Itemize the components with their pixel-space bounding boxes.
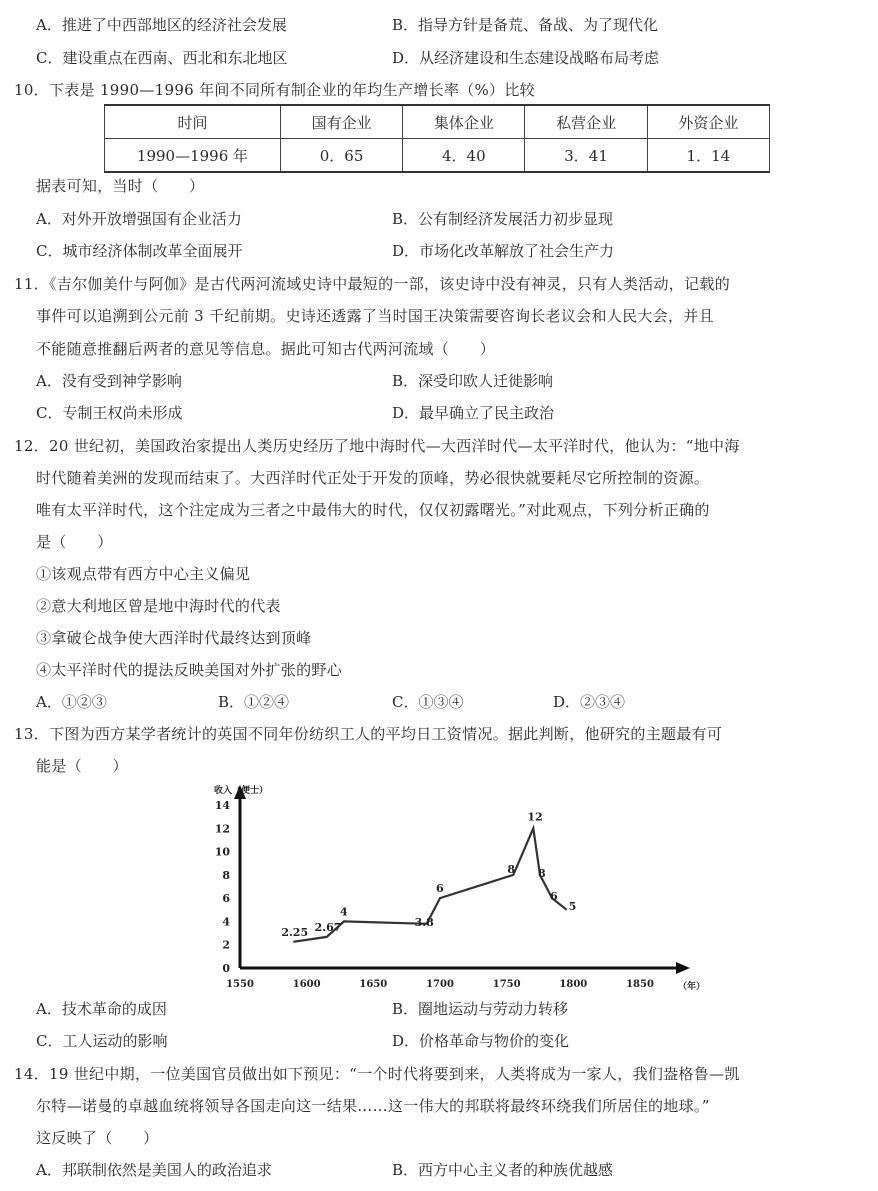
- q12-statement-1: ①该观点带有西方中心主义偏见: [36, 565, 251, 583]
- q10-option-a: A．对外开放增强国有企业活力: [36, 210, 242, 228]
- q10-option-b: B．公有制经济发展活力初步显现: [392, 210, 614, 228]
- svg-text:收入（便士）: 收入（便士）: [214, 786, 269, 796]
- q12-statement-4: ④太平洋时代的提法反映美国对外扩张的野心: [36, 661, 343, 679]
- q12-option-a: A．①②③: [36, 693, 107, 711]
- svg-text:1850: 1850: [626, 979, 654, 990]
- q11-option-b: B．深受印欧人迁徙影响: [392, 372, 554, 390]
- q12-stem-line2: 时代随着美洲的发现而结束了。大西洋时代正处于开发的顶峰，势必很快就要耗尽它所控制的资源。: [36, 469, 710, 487]
- table-cell: 4．40: [403, 139, 525, 173]
- table-header-cell: 时间: [105, 105, 281, 139]
- svg-text:5: 5: [568, 899, 577, 913]
- q12-stem-line3: 唯有太平洋时代，这个注定成为三者之中最伟大的时代，仅仅初露曙光。”对此观点，下列分析正确的: [36, 501, 710, 519]
- table-header-cell: 外资企业: [647, 105, 769, 139]
- q12-stem-line4: 是（ ）: [36, 533, 113, 551]
- q10-growth-table: [104, 104, 770, 173]
- q9-option-d: D．从经济建设和生态建设战略布局考虑: [392, 49, 660, 67]
- svg-text:1800: 1800: [559, 979, 588, 990]
- x-tick-labels: [226, 979, 654, 990]
- q14-option-b: B．西方中心主义者的种族优越感: [392, 1161, 614, 1179]
- svg-text:3.8: 3.8: [414, 915, 434, 929]
- q10-option-d: D．市场化改革解放了社会生产力: [392, 242, 615, 260]
- q9-option-a: A．推进了中西部地区的经济社会发展: [36, 16, 287, 34]
- table-row: [105, 139, 770, 173]
- svg-text:2.67: 2.67: [314, 920, 342, 934]
- table-cell: 0．65: [280, 139, 402, 173]
- q11-stem-line1: 11．《吉尔伽美什与阿伽》是古代两河流域史诗中最短的一部，该史诗中没有神灵，只有人类活动，记载的: [14, 275, 730, 293]
- svg-text:8: 8: [222, 868, 230, 882]
- svg-text:10: 10: [214, 845, 230, 859]
- svg-text:12: 12: [527, 810, 543, 824]
- svg-text:1550: 1550: [226, 979, 254, 990]
- q11-option-c: C．专制王权尚未形成: [36, 404, 183, 422]
- svg-text:1750: 1750: [492, 979, 521, 990]
- q13-option-a: A．技术革命的成因: [36, 1000, 167, 1018]
- q12-statement-2: ②意大利地区曾是地中海时代的代表: [36, 597, 281, 615]
- q10-option-c: C．城市经济体制改革全面展开: [36, 242, 243, 260]
- wage-line-chart: [200, 775, 720, 995]
- q14-stem-line2: 尔特—诺曼的卓越血统将领导各国走向这一结果……这一伟大的邦联将最终环绕我们所居住的地球。”: [36, 1097, 710, 1115]
- svg-text:6: 6: [222, 892, 230, 906]
- q13-option-b: B．圈地运动与劳动力转移: [392, 1000, 569, 1018]
- svg-text:6: 6: [550, 890, 558, 904]
- table-cell: 3．41: [525, 139, 647, 173]
- y-axis-title: [214, 784, 268, 796]
- q13-stem-line2: 能是（ ）: [36, 757, 128, 775]
- svg-text:8: 8: [507, 862, 515, 876]
- q10-prompt: 据表可知，当时（ ）: [36, 177, 205, 195]
- q11-stem-line2: 事件可以追溯到公元前 3 千纪前期。史诗还透露了当时国王决策需要咨询长老议会和人民大会，并且: [36, 307, 714, 325]
- x-axis-title: （年）: [678, 982, 706, 992]
- q9-option-b: B．指导方针是备荒、备战、为了现代化: [392, 16, 659, 34]
- q14-stem-line3: 这反映了（ ）: [36, 1129, 159, 1147]
- svg-text:1700: 1700: [426, 979, 454, 990]
- x-axis-arrow-icon: [676, 962, 690, 974]
- svg-text:4: 4: [222, 915, 230, 929]
- q14-option-a: A．邦联制依然是美国人的政治追求: [36, 1161, 272, 1179]
- q12-statement-3: ③拿破仑战争使大西洋时代最终达到顶峰: [36, 629, 312, 647]
- svg-text:6: 6: [436, 882, 444, 896]
- q12-option-d: D．②③④: [553, 693, 626, 711]
- q14-stem-line1: 14．19 世纪中期，一位美国官员做出如下预见：“一个时代将要到来，人类将成为一家人，我们盎格鲁—凯: [14, 1065, 740, 1083]
- svg-text:0: 0: [222, 962, 230, 975]
- table-header-row: [105, 105, 770, 139]
- q12-option-b: B．①②④: [218, 693, 290, 711]
- svg-text:2.25: 2.25: [281, 925, 309, 939]
- q10-stem: 10．下表是 1990—1996 年间不同所有制企业的年均生产增长率（%）比较: [14, 81, 535, 99]
- svg-text:2: 2: [222, 938, 230, 952]
- svg-text:12: 12: [214, 822, 230, 836]
- y-tick-labels: [215, 799, 231, 975]
- svg-text:1650: 1650: [359, 979, 388, 990]
- q11-option-d: D．最早确立了民主政治: [392, 404, 555, 422]
- q11-stem-line3: 不能随意推翻后两者的意见等信息。据此可知古代两河流域（ ）: [36, 340, 496, 358]
- q11-option-a: A．没有受到神学影响: [36, 372, 182, 390]
- table-header-cell: 集体企业: [403, 105, 525, 139]
- table-cell: 1．14: [647, 139, 769, 173]
- q13-stem-line1: 13．下图为西方某学者统计的英国不同年份纺织工人的平均日工资情况。据此判断，他研究的主题最有可: [14, 725, 723, 743]
- table-cell: 1990—1996 年: [105, 139, 281, 173]
- table-header-cell: 私营企业: [525, 105, 647, 139]
- q13-option-c: C．工人运动的影响: [36, 1032, 168, 1050]
- table-header-cell: 国有企业: [280, 105, 402, 139]
- svg-text:1600: 1600: [292, 979, 321, 990]
- chart-canvas: [200, 775, 720, 995]
- svg-text:8: 8: [538, 866, 546, 880]
- q12-option-c: C．①③④: [392, 693, 464, 711]
- q13-option-d: D．价格革命与物价的变化: [392, 1032, 570, 1050]
- q9-option-c: C．建设重点在西南、西北和东北地区: [36, 49, 288, 67]
- svg-text:14: 14: [214, 799, 230, 812]
- svg-text:4: 4: [340, 905, 348, 919]
- q12-stem-line1: 12．20 世纪初，美国政治家提出人类历史经历了地中海时代—大西洋时代—太平洋时代，他认为：“地中海: [14, 437, 740, 455]
